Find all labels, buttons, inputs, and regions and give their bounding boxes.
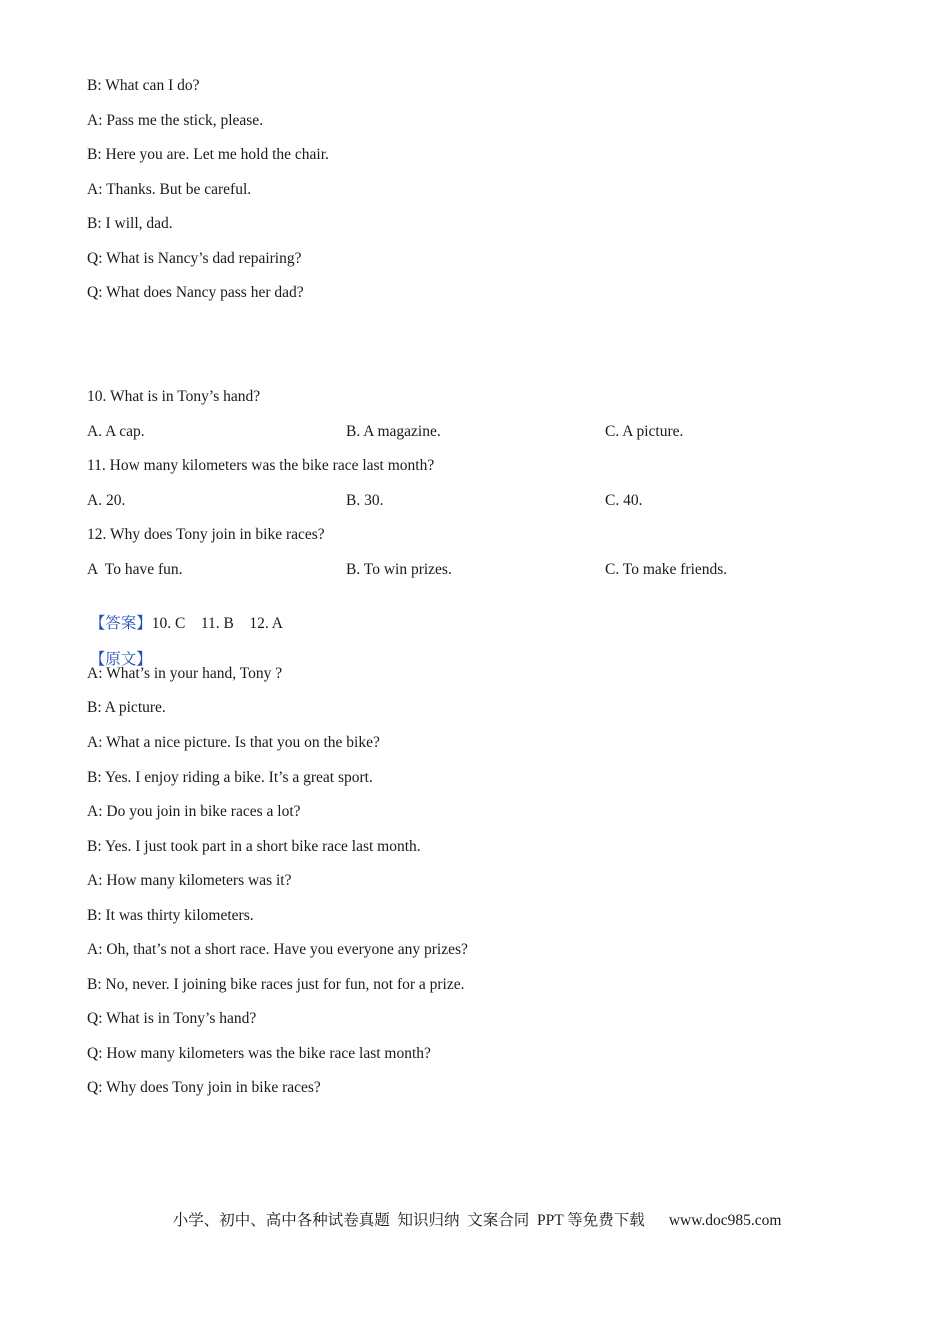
- transcript-line: B: A picture.: [87, 699, 166, 716]
- transcript-question: Q: How many kilometers was the bike race last month?: [87, 1045, 431, 1062]
- transcript-label: 【原文】: [89, 651, 152, 668]
- question-11: 11. How many kilometers was the bike race last month?: [87, 457, 435, 474]
- answer-text: 10. C 11. B 12. A: [151, 615, 283, 632]
- transcript-line: A: What a nice picture. Is that you on the bike?: [87, 734, 380, 751]
- question-12-option-b: B. To win prizes.: [346, 561, 452, 578]
- question-10-option-a: A. A cap.: [87, 423, 145, 440]
- dialogue-line: B: I will, dad.: [87, 215, 173, 232]
- question-10-option-c: C. A picture.: [605, 423, 684, 440]
- question-10: 10. What is in Tony’s hand?: [87, 388, 261, 405]
- transcript-line: A: What’s in your hand, Tony ?: [87, 665, 283, 682]
- dialogue-line: B: What can I do?: [87, 77, 200, 94]
- answer-line: [82, 594, 283, 634]
- answer-label: 【答案】: [89, 615, 152, 632]
- question-11-option-c: C. 40.: [605, 492, 643, 509]
- question-11-option-b: B. 30.: [346, 492, 384, 509]
- dialogue-line: A: Pass me the stick, please.: [87, 112, 264, 129]
- transcript-line: A: Do you join in bike races a lot?: [87, 803, 301, 820]
- transcript-line: B: It was thirty kilometers.: [87, 907, 254, 924]
- transcript-line: B: Yes. I just took part in a short bike race last month.: [87, 838, 421, 855]
- transcript-line: A: Oh, that’s not a short race. Have you everyone any prizes?: [87, 941, 468, 958]
- transcript-line: B: Yes. I enjoy riding a bike. It’s a great sport.: [87, 769, 373, 786]
- question-12-option-c: C. To make friends.: [605, 561, 728, 578]
- dialogue-line: B: Here you are. Let me hold the chair.: [87, 146, 329, 163]
- footer-text: 小学、初中、高中各种试卷真题 知识归纳 文案合同 PPT 等免费下载: [172, 1212, 645, 1229]
- dialogue-line: A: Thanks. But be careful.: [87, 181, 252, 198]
- transcript-question: Q: What is in Tony’s hand?: [87, 1010, 257, 1027]
- question-12-option-a: A To have fun.: [87, 561, 183, 578]
- dialogue-question: Q: What does Nancy pass her dad?: [87, 284, 304, 301]
- page-footer: [165, 1191, 781, 1231]
- footer-url[interactable]: www.doc985.com: [668, 1212, 782, 1229]
- transcript-question: Q: Why does Tony join in bike races?: [87, 1079, 321, 1096]
- transcript-line: A: How many kilometers was it?: [87, 872, 292, 889]
- transcript-line: B: No, never. I joining bike races just for fun, not for a prize.: [87, 976, 465, 993]
- dialogue-question: Q: What is Nancy’s dad repairing?: [87, 250, 302, 267]
- question-12: 12. Why does Tony join in bike races?: [87, 526, 325, 543]
- question-10-option-b: B. A magazine.: [346, 423, 441, 440]
- question-11-option-a: A. 20.: [87, 492, 126, 509]
